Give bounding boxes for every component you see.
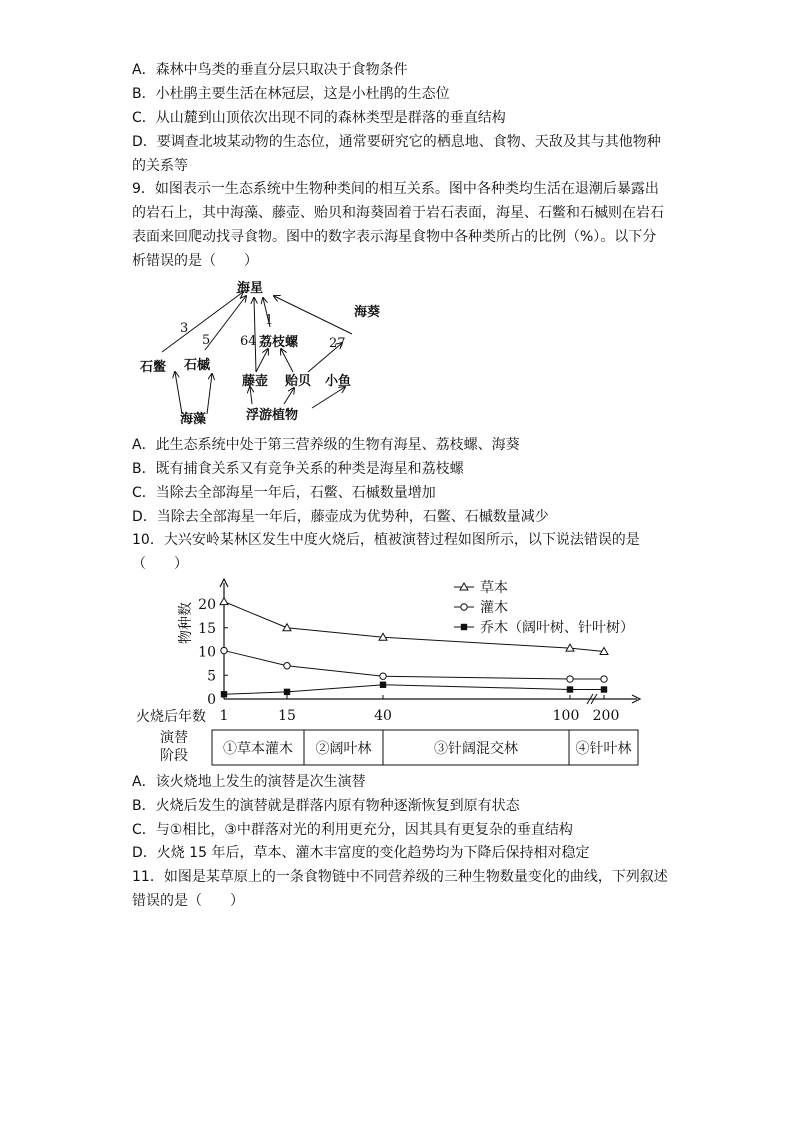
q10-option-b: B．火烧后发生的演替就是群落内原有物种逐渐恢复到原有状态 [132,798,520,814]
series-line [224,685,604,695]
data-point-square [221,691,227,697]
data-point-square [380,682,386,688]
data-point-triangle [220,598,228,605]
x-tick-label: 15 [278,708,296,724]
q10-option-d: D．火烧 15 年后，草本、灌木丰富度的变化趋势均为下降后保持相对稳定 [132,845,590,861]
label-64: 64 [240,334,257,349]
node-shibie: 石鳖 [140,360,167,375]
stage-header-1: 演替 [160,730,188,746]
data-point-triangle [283,624,291,631]
q10-option-c: C．与①相比，③中群落对光的利用更充分，因其具有更复杂的垂直结构 [132,822,573,838]
y-tick-label: 5 [207,668,216,685]
succession-chart [132,575,672,775]
stage-header-2: 阶段 [160,748,188,764]
x-tick-label: 100 [552,708,580,724]
node-lizhiluo: 荔枝螺 [259,335,299,350]
data-point-circle [284,663,290,669]
data-point-square [461,624,467,630]
series-line [224,651,604,680]
series-group [221,682,607,698]
node-tenghu: 藤壶 [242,374,269,389]
q11-stem-line1: 11．如图是某草原上的一条食物链中不同营养级的三种生物数量变化的曲线，下列叙述 [132,869,668,885]
data-point-square [567,686,573,692]
data-point-circle [221,647,227,653]
q8-option-b: B．小杜鹃主要生活在林冠层，这是小杜鹃的生态位 [132,86,450,102]
y-axis-label: 物种数 [178,602,194,644]
chart-legend [454,579,634,636]
node-haikui: 海葵 [354,305,381,320]
stage-label: ④针叶林 [575,741,632,757]
x-axis-label: 火烧后年数 [136,709,206,725]
data-point-circle [461,604,467,610]
x-tick-label: 200 [592,708,620,724]
chart-axes [220,579,640,704]
node-haixing: 海星 [237,281,264,296]
q9-stem-line2: 的岩石上，其中海藻、藤壶、贻贝和海葵固着于岩石表面，海星、石鳖和石槭则在岩石 [132,205,664,221]
data-point-square [601,686,607,692]
q10-option-a: A．该火烧地上发生的演替是次生演替 [132,774,366,790]
legend-label: 灌木 [480,600,508,616]
q8-option-d-cont: 的关系等 [132,158,188,174]
data-point-circle [380,673,386,679]
data-point-circle [567,676,573,682]
x-tick-label: 40 [374,708,392,724]
stage-label: ②阔叶林 [315,741,372,757]
label-27: 27 [329,336,346,351]
food-web-diagram [132,272,432,432]
stage-label: ①草本灌木 [223,741,293,757]
node-haizao: 海藻 [180,412,207,427]
q9-stem-line1: 9．如图表示一生态系统中生物种类间的相互关系。图中各种类均生活在退潮后暴露出 [132,181,659,197]
label-3: 3 [180,321,189,336]
q8-option-d: D．要调查北坡某动物的生态位，通常要研究它的栖息地、食物、天敌及其与其他物种 [132,134,661,150]
q9-option-d: D．当除去全部海星一年后，藤壶成为优势种，石鳖、石槭数量减少 [132,509,549,525]
data-point-circle [601,676,607,682]
succession-stage-table [160,729,638,765]
q10-stem-line1: 10．大兴安岭某林区发生中度火烧后，植被演替过程如图所示，以下说法错误的是 [132,532,640,548]
node-fuyou: 浮游植物 [246,408,299,423]
y-tick-label: 0 [207,692,216,708]
y-tick-label: 20 [198,597,216,613]
q11-stem-line2: 错误的是（ ） [132,893,244,909]
node-yibei: 贻贝 [285,374,312,389]
q9-stem-line4: 析错误的是（ ） [132,253,258,269]
stage-label: ③针阔混交林 [434,741,518,757]
node-shijian: 石槭 [184,358,211,373]
q9-option-c: C．当除去全部海星一年后，石鳖、石槭数量增加 [132,485,436,501]
q10-stem-line2: （ ） [132,556,188,572]
q9-option-a: A．此生态系统中处于第三营养级的生物有海星、荔枝螺、海葵 [132,437,520,453]
label-1: 1 [265,313,274,328]
y-tick-label: 15 [198,620,216,637]
q9-stem-line3: 表面来回爬动找寻食物。图中的数字表示海星食物中各种类所占的比例（%）。以下分 [132,229,657,245]
legend-label: 草本 [480,580,508,596]
q9-option-b: B．既有捕食关系又有竞争关系的种类是海星和荔枝螺 [132,461,464,477]
y-tick-label: 10 [198,644,216,661]
x-tick-label: 1 [219,708,229,724]
q8-option-c: C．从山麓到山顶依次出现不同的森林类型是群落的垂直结构 [132,110,506,126]
legend-label: 乔木（阔叶树、针叶树） [480,620,634,636]
data-point-square [284,689,290,695]
food-web-arrows [162,292,352,414]
q8-option-a: A．森林中鸟类的垂直分层只取决于食物条件 [132,62,408,78]
series-group [221,647,607,682]
label-5: 5 [202,333,211,348]
node-xiaoyu: 小鱼 [325,374,352,389]
